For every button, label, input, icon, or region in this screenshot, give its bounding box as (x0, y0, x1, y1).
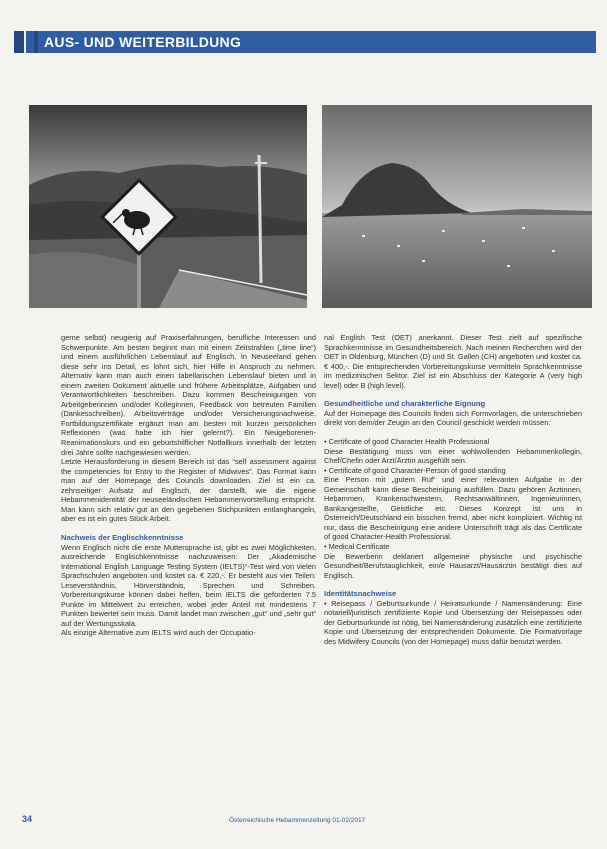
bullet-item: • Certificate of good Character-Person of good standing (324, 465, 506, 475)
section-header (14, 31, 596, 53)
paragraph: gerne selbst) neugierig auf Praxiserfahrungen, berufliche Interessen und Schwerpunkte. Am besten beginnt man mit einem Zeitstrahlen („time line“) und einem ausführlichen Lebenslauf auf Englisch. In Neuseeland gehen diese sehr ins Detail, es lohnt sich, hier Hilfe in Anspruch zu nehmen. Alternativ kann man auch einen tabellarischen Lebenslauf bieten und in einem zweiten Dokument aktuelle und frühere Arbeitsplätze, Aufgaben und Verantwortlichkeiten beschreiben. Dazu kommen Bescheinigungen von Arbeitgeberinnen und/oder Kolleginnen, Feedback von betreuten Familien (Dankesschreiben), Arbeitsverträge und/oder Versicherungsnachweise. Fortbildungszertifikate ergänzt man am besten mit kurzen persönlichen Reflexionen (was habe ich hier gelernt?). Ein Neugeborenen-Reanimationskurs und ein geburtshilflicher Notfallkurs innerhalb der letzten drei Jahre sollte nachgewiesen werden. (61, 333, 316, 457)
paragraph: Eine Person mit „gutem Ruf“ und einer relevanten Aufgabe in der Gemeinschaft kann diese Bescheinigung ausfüllen. Dazu gehören Ärztinnen, Hebammen, Krankenschwestern, Rechtsanwältinnen, Ingenieurinnen, Bankangestellte, Geistliche etc. Dieses Konzept ist uns in Österreich/Deutschland ein bisschen fremd, aber nicht kompliziert. Wichtig ist nur, dass die Bescheinigung eine andere Unterschrift trägt als das Certificate of good Character-Health Professional. (324, 475, 582, 542)
bullet-item: • Reisepass / Geburtsurkunde / Heiratsurkunde / Namensänderung: Eine notariell/juristisch zertifizierte Kopie und Übersetzung der Reisepasses oder der Geburtsurkunde ist nötig, bei Namensänderung zusätzlich eine zertifizierte Kopie und Übersetzung der entsprechenden Dokumente. Die Formatvorlage des Midwifery Councils (von der Homepage) muss dafür benutzt werden. (324, 598, 582, 646)
subheading: Gesundheitliche und charakterliche Eignung (324, 399, 486, 409)
paragraph: Als einzige Alternative zum IELTS wird auch der Occupatio- (61, 628, 256, 638)
article-left-column (61, 333, 316, 638)
subheading: Identitätsnachweise (324, 589, 397, 599)
coastal-mountain-photo (322, 105, 592, 308)
paragraph: nal English Test (OET) anerkannt. Dieser Test zielt auf spezifische Sprachkenntnisse im Gesundheitsbereich. Nach meinen Recherchen wird der OET in Oldenburg, München (D) und St. Gallen (CH) angeboten und kostet ca. € 400,-. Die entsprechenden Vorbereitungskurse vermitteln Sprachkenntnisse im medizinischen Sektor. Ziel ist ein Abschluss der Kategorie A (very high level) oder B (high level). (324, 333, 582, 390)
paragraph: Die Bewerberin deklariert allgemeine physische und psychische Gesundheit/Berufstauglichkeit, ein/e Hausarzt/Hausärztin bestätigt dies auf Englisch. (324, 551, 582, 580)
header-accent-stripe (34, 31, 38, 53)
article-right-column (324, 333, 582, 647)
publication-name: Österreichische Hebammenzeitung 01-02/2017 (229, 817, 366, 824)
section-title: AUS- UND WEITERBILDUNG (44, 34, 242, 50)
kiwi-road-sign-photo (29, 105, 307, 308)
bullet-item: • Certificate of good Character Health Professional (324, 436, 490, 446)
page-number: 34 (22, 814, 33, 824)
paragraph: Diese Bestätigung muss von einer wohlwollenden Hebammenkollegin, Chef/Chefin oder Arzt/Ärztin ausgefüllt sein. (324, 446, 582, 466)
paragraph: Auf der Homepage des Councils finden sich Formvorlagen, die unterschrieben direkt von dem/der Zeugin an den Council geschickt werden müssen: (324, 408, 582, 428)
header-accent-block (14, 31, 26, 53)
paragraph: Letzte Herausforderung in diesem Bereich ist das “self assessment against the competencies for Entry to the Register of Midwives”. Das Format kann man auf der Homepage des Councils downloaden. Ziel ist ein ca. zehnseitiger Aufsatz auf Englisch, der darstellt, wie die eigene Hebammenidentität der neuseeländischen Hebammenvorstellung entspricht. Man kann sich relativ gut an den gegebenen Stichpunkten entlanghangeln, aber es ist ein gutes Stück Arbeit. (61, 457, 316, 524)
paragraph: Wenn Englisch nicht die erste Muttersprache ist, gibt es zwei Möglichkeiten, ausreichende Englischkenntnisse nachzuweisen: Der „Akademische International English Language Testing System (IELTS)“-Test wird von vielen Sprachschulen angeboten und kostet ca. € 220,-. Er besteht aus vier Teilen: Leseverständnis, Hörverständnis, Sprechen und Schreiben. Vorbereitungskurse können dabei helfen, beim IELTS die geforderten 7.5 Punkte im Mittelwert zu erreichen, wobei jeder Anteil mit mindestens 7 Punkten bewertet sein muss. Damit landet man zwischen „gut“ und „sehr gut“ auf der Wertungsskala. (61, 542, 316, 628)
bullet-item: • Medical Certificate (324, 541, 390, 551)
subheading: Nachweis der Englischkenntnisse (61, 532, 184, 542)
